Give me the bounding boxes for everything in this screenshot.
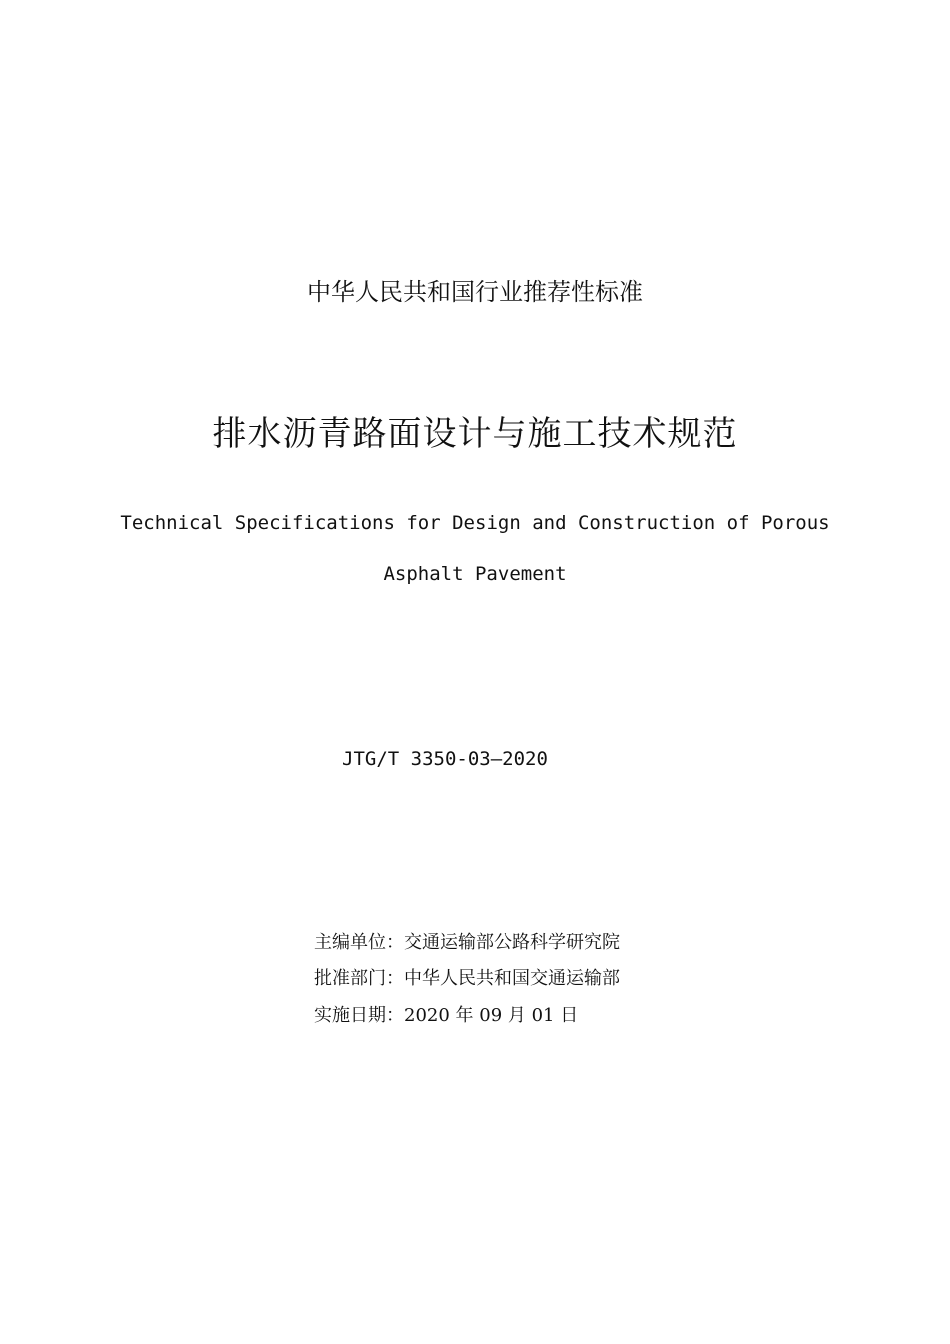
document-title-chinese: 排水沥青路面设计与施工技术规范 [212,414,738,454]
standard-category: 中华人民共和国行业推荐性标准 [307,278,643,306]
approving-department: 批准部门：中华人民共和国交通运输部 [314,968,620,989]
document-title-english-line-2: Asphalt Pavement [383,563,567,585]
document-title-english-line-1: Technical Specifications for Design and Construction of Porous [120,512,830,534]
standard-code: JTG/T 3350-03—2020 [342,748,548,770]
effective-date: 实施日期：2020 年 09 月 01 日 [314,1005,579,1026]
editor-unit: 主编单位：交通运输部公路科学研究院 [314,932,620,953]
